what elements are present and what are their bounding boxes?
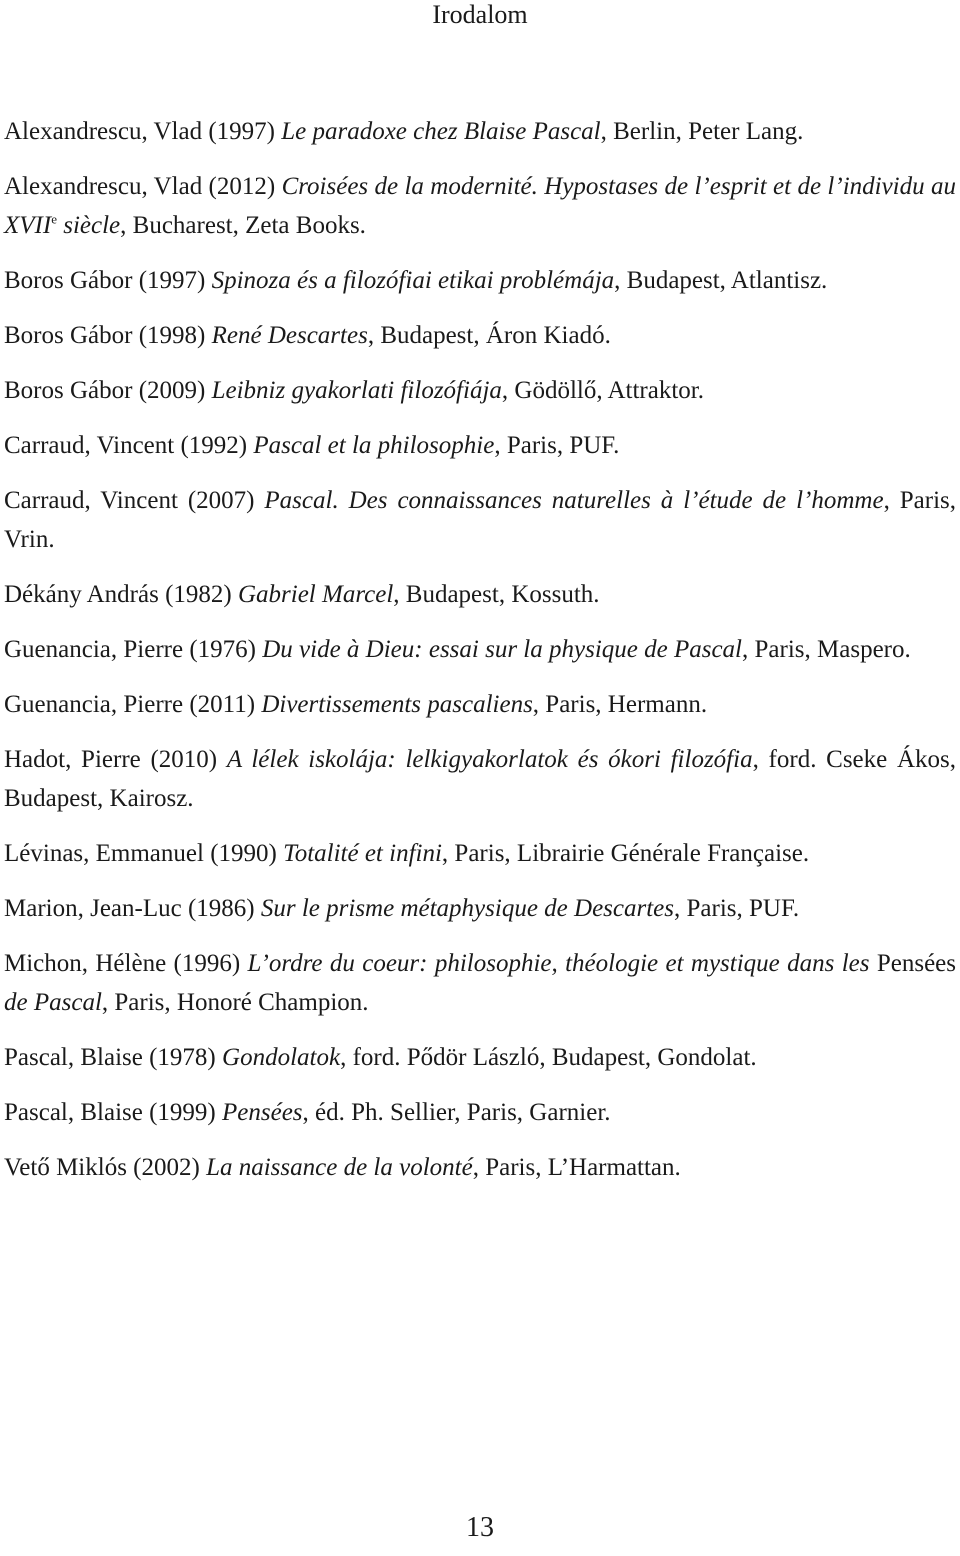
entry-title: Le paradoxe chez Blaise Pascal	[281, 118, 601, 145]
entry-title: Divertissements pascaliens	[261, 691, 533, 718]
entry-publication: , Budapest, Áron Kiadó.	[367, 322, 611, 349]
entry-title: Pascal et la philosophie	[253, 432, 495, 459]
entry-publication: , Paris, PUF.	[494, 432, 620, 459]
bibliography-entry	[4, 575, 956, 614]
bibliography-entry	[4, 889, 956, 928]
entry-author: Alexandrescu, Vlad (1997)	[4, 118, 282, 145]
entry-author: Carraud, Vincent (2007)	[4, 487, 265, 514]
entry-publication: , Paris, Maspero.	[742, 636, 911, 663]
entry-title: Sur le prisme métaphysique de Descartes	[260, 895, 674, 922]
entry-title-roman: Pensées	[869, 950, 956, 977]
entry-publication: , Paris, Librairie Générale Française.	[441, 840, 810, 867]
bibliography-entry	[4, 1093, 956, 1132]
entry-title: La naissance de la volonté	[206, 1154, 473, 1181]
entry-publication: , ford. Pődör László, Budapest, Gondolat.	[340, 1044, 757, 1071]
entry-title: Totalité et infini	[283, 840, 442, 867]
entry-author: Guenancia, Pierre (2011)	[4, 691, 262, 718]
bibliography-entry	[4, 944, 956, 1022]
bibliography-entry	[4, 481, 956, 559]
bibliography-entry	[4, 167, 956, 245]
entry-title: Croisées de la modernité. Hypostases de l’esprit et de l’individu au XVII	[4, 173, 956, 239]
entry-title: Gabriel Marcel	[237, 581, 394, 608]
entry-publication: , ford. Cseke Ákos, Budapest, Kairosz.	[4, 746, 956, 812]
entry-title: Pensées	[222, 1099, 303, 1126]
bibliography-entry	[4, 112, 956, 151]
entry-author: Boros Gábor (1997)	[4, 267, 212, 294]
page-number: 13	[466, 1512, 494, 1543]
bibliography-entry	[4, 630, 956, 669]
entry-publication: , Budapest, Atlantisz.	[614, 267, 828, 294]
bibliography-entry	[4, 426, 956, 465]
bibliography-list	[4, 112, 956, 1203]
entry-author: Alexandrescu, Vlad (2012)	[4, 173, 282, 200]
entry-author: Vető Miklós (2002)	[4, 1154, 207, 1181]
entry-publication: , Paris, L’Harmattan.	[472, 1154, 681, 1181]
entry-author: Pascal, Blaise (1978)	[4, 1044, 223, 1071]
bibliography-entry	[4, 1148, 956, 1187]
entry-title-superscript: e	[51, 211, 57, 227]
entry-author: Boros Gábor (1998)	[4, 322, 212, 349]
entry-publication: , éd. Ph. Sellier, Paris, Garnier.	[302, 1099, 611, 1126]
entry-author: Michon, Hélène (1996)	[4, 950, 248, 977]
entry-author: Guenancia, Pierre (1976)	[4, 636, 263, 663]
bibliography-entry	[4, 740, 956, 818]
page-title: Irodalom	[432, 0, 528, 29]
bibliography-entry	[4, 834, 956, 873]
entry-author: Marion, Jean-Luc (1986)	[4, 895, 261, 922]
entry-title: Spinoza és a filozófiai etikai problémája	[211, 267, 615, 294]
entry-publication: , Berlin, Peter Lang.	[600, 118, 804, 145]
entry-publication: , Bucharest, Zeta Books.	[120, 212, 366, 239]
entry-publication: , Paris, Honoré Champion.	[101, 989, 369, 1016]
entry-title: A lélek iskolája: lelkigyakorlatok és ókori filozófia	[226, 746, 753, 773]
entry-title: René Descartes	[211, 322, 368, 349]
entry-author: Dékány András (1982)	[4, 581, 238, 608]
entry-author: Lévinas, Emmanuel (1990)	[4, 840, 284, 867]
entry-title: Du vide à Dieu: essai sur la physique de Pascal	[262, 636, 743, 663]
entry-title-continued: siècle	[56, 212, 121, 239]
entry-author: Carraud, Vincent (1992)	[4, 432, 254, 459]
entry-title: Leibniz gyakorlati filozófiája	[211, 377, 502, 404]
entry-publication: , Paris, Hermann.	[532, 691, 708, 718]
bibliography-entry	[4, 316, 956, 355]
entry-publication: , Paris, PUF.	[674, 895, 800, 922]
entry-title: Pascal. Des connaissances naturelles à l’étude de l’homme	[264, 487, 884, 514]
entry-publication: , Gödöllő, Attraktor.	[501, 377, 704, 404]
bibliography-entry	[4, 261, 956, 300]
entry-publication: , Budapest, Kossuth.	[393, 581, 600, 608]
entry-publication: , Paris, Vrin.	[4, 487, 957, 553]
entry-author: Hadot, Pierre (2010)	[4, 746, 227, 773]
bibliography-entry	[4, 685, 956, 724]
entry-title: L’ordre du coeur: philosophie, théologie et mystique dans les	[247, 950, 870, 977]
bibliography-entry	[4, 371, 956, 410]
entry-author: Pascal, Blaise (1999)	[4, 1099, 223, 1126]
bibliography-entry	[4, 1038, 956, 1077]
entry-title: Gondolatok	[222, 1044, 341, 1071]
entry-author: Boros Gábor (2009)	[4, 377, 212, 404]
entry-title-continued: de Pascal	[4, 989, 102, 1016]
